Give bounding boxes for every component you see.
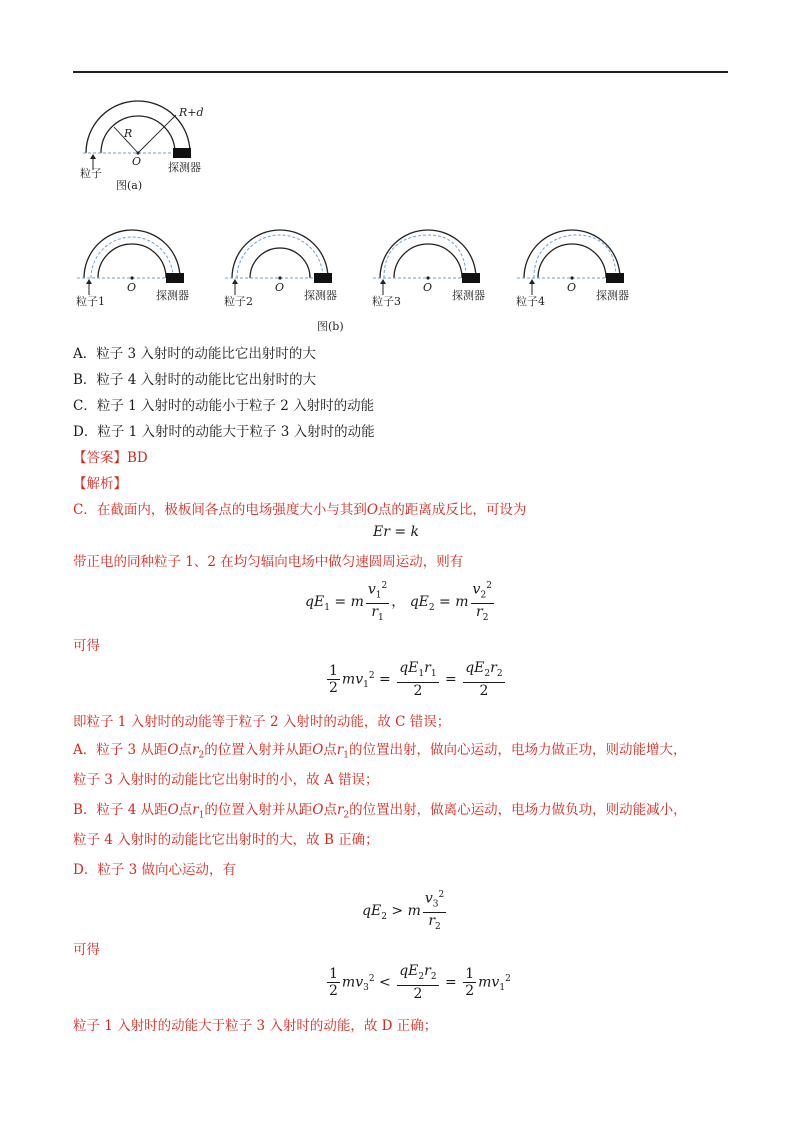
label-r-plus-d: R+d — [179, 106, 204, 119]
caption-a: 图(a) — [116, 179, 143, 192]
panel-2 — [224, 230, 337, 308]
option-a: A．粒子 3 入射时的动能比它出射时的大 — [73, 346, 316, 362]
analysis-c-uniform: 带正电的同种粒子 1、2 在均匀辐向电场中做匀速圆周运动，则有 — [73, 554, 464, 570]
header-rule — [73, 71, 728, 73]
analysis-b-line1: B．粒子 4 从距O点$r_1$的位置入射并从距O点$r_2$的位置出射，做离心运动，电场力做负功，则动能减小， — [73, 802, 687, 821]
figure-a — [78, 95, 218, 205]
analysis-d-conclusion: 粒子 1 入射时的动能大于粒子 3 入射时的动能，故 D 正确； — [73, 1018, 438, 1034]
panel-3-center: O — [423, 281, 433, 294]
panel-4-center: O — [567, 281, 577, 294]
option-b: B．粒子 4 入射时的动能比它出射时的大 — [73, 372, 317, 388]
analysis-a-line1: A．粒子 3 从距O点$r_2$的位置入射并从距O点$r_1$的位置出射，做向心运动，电场力做正功，则动能增大， — [73, 742, 687, 761]
label-o: O — [132, 155, 142, 168]
panel-4 — [516, 230, 629, 308]
detector-block — [173, 148, 191, 158]
answer-line: 【答案】BD — [73, 450, 148, 466]
figure-b — [72, 215, 642, 340]
panel-3-particle: 粒子3 — [372, 295, 401, 308]
panel-1 — [76, 230, 189, 308]
panel-3 — [372, 230, 485, 308]
inner-plate-arc — [101, 116, 175, 153]
panel-1-detector: 探测器 — [156, 289, 189, 302]
panel-4-detector: 探测器 — [596, 289, 629, 302]
panel-2-particle: 粒子2 — [224, 295, 253, 308]
analysis-b-line2: 粒子 4 入射时的动能比它出射时的大，故 B 正确； — [73, 832, 379, 848]
equation-qe2-gt: $qE_2 > m$ $\frac{v_3^2}{r_2}$ — [362, 887, 448, 935]
option-c: C．粒子 1 入射时的动能小于粒子 2 入射时的动能 — [73, 398, 375, 414]
panel-1-center: O — [127, 281, 137, 294]
panel-3-detector: 探测器 — [452, 289, 485, 302]
panel-1-particle: 粒子1 — [76, 295, 105, 308]
label-detector: 探测器 — [168, 161, 201, 174]
panel-2-center: O — [275, 281, 285, 294]
keyi-1: 可得 — [73, 638, 100, 654]
label-r: R — [124, 127, 133, 140]
analysis-d-line1: D．粒子 3 做向心运动，有 — [73, 862, 236, 878]
equation-kinetic-energy: $\frac{1}{2}$ $mv_1^2$ = $\frac{qE_1r_1}{2}$ = $\frac{qE_2r_2}{2}$ — [329, 660, 503, 699]
analysis-c-conclusion: 即粒子 1 入射时的动能等于粒子 2 入射时的动能，故 C 错误； — [73, 714, 451, 730]
panel-2-detector: 探测器 — [304, 289, 337, 302]
analysis-a-line2: 粒子 3 入射时的动能比它出射时的小，故 A 错误； — [73, 772, 379, 788]
option-d: D．粒子 1 入射时的动能大于粒子 3 入射时的动能 — [73, 424, 375, 440]
keyi-2: 可得 — [73, 942, 100, 958]
equation-qe1-qe2: $qE_1 = m$ $\frac{v_1^2}{r_1}$ ， $qE_2 = m$ $\frac{v_2^2}{r_2}$ — [305, 578, 496, 626]
equation-er-k: Er = k — [373, 524, 420, 540]
label-particle: 粒子 — [80, 167, 102, 180]
equation-kinetic-compare: $\frac{1}{2}$ $mv_3^2$ < $\frac{qE_2r_2}{2}$ = $\frac{1}{2}$ $mv_1^2$ — [329, 963, 511, 1002]
analysis-heading: 【解析】 — [73, 476, 127, 492]
panel-4-particle: 粒子4 — [516, 295, 545, 308]
caption-b: 图(b) — [317, 320, 344, 333]
analysis-c-intro: C．在截面内，极板间各点的电场强度大小与其到O点的距离成反比，可设为 — [73, 502, 527, 518]
